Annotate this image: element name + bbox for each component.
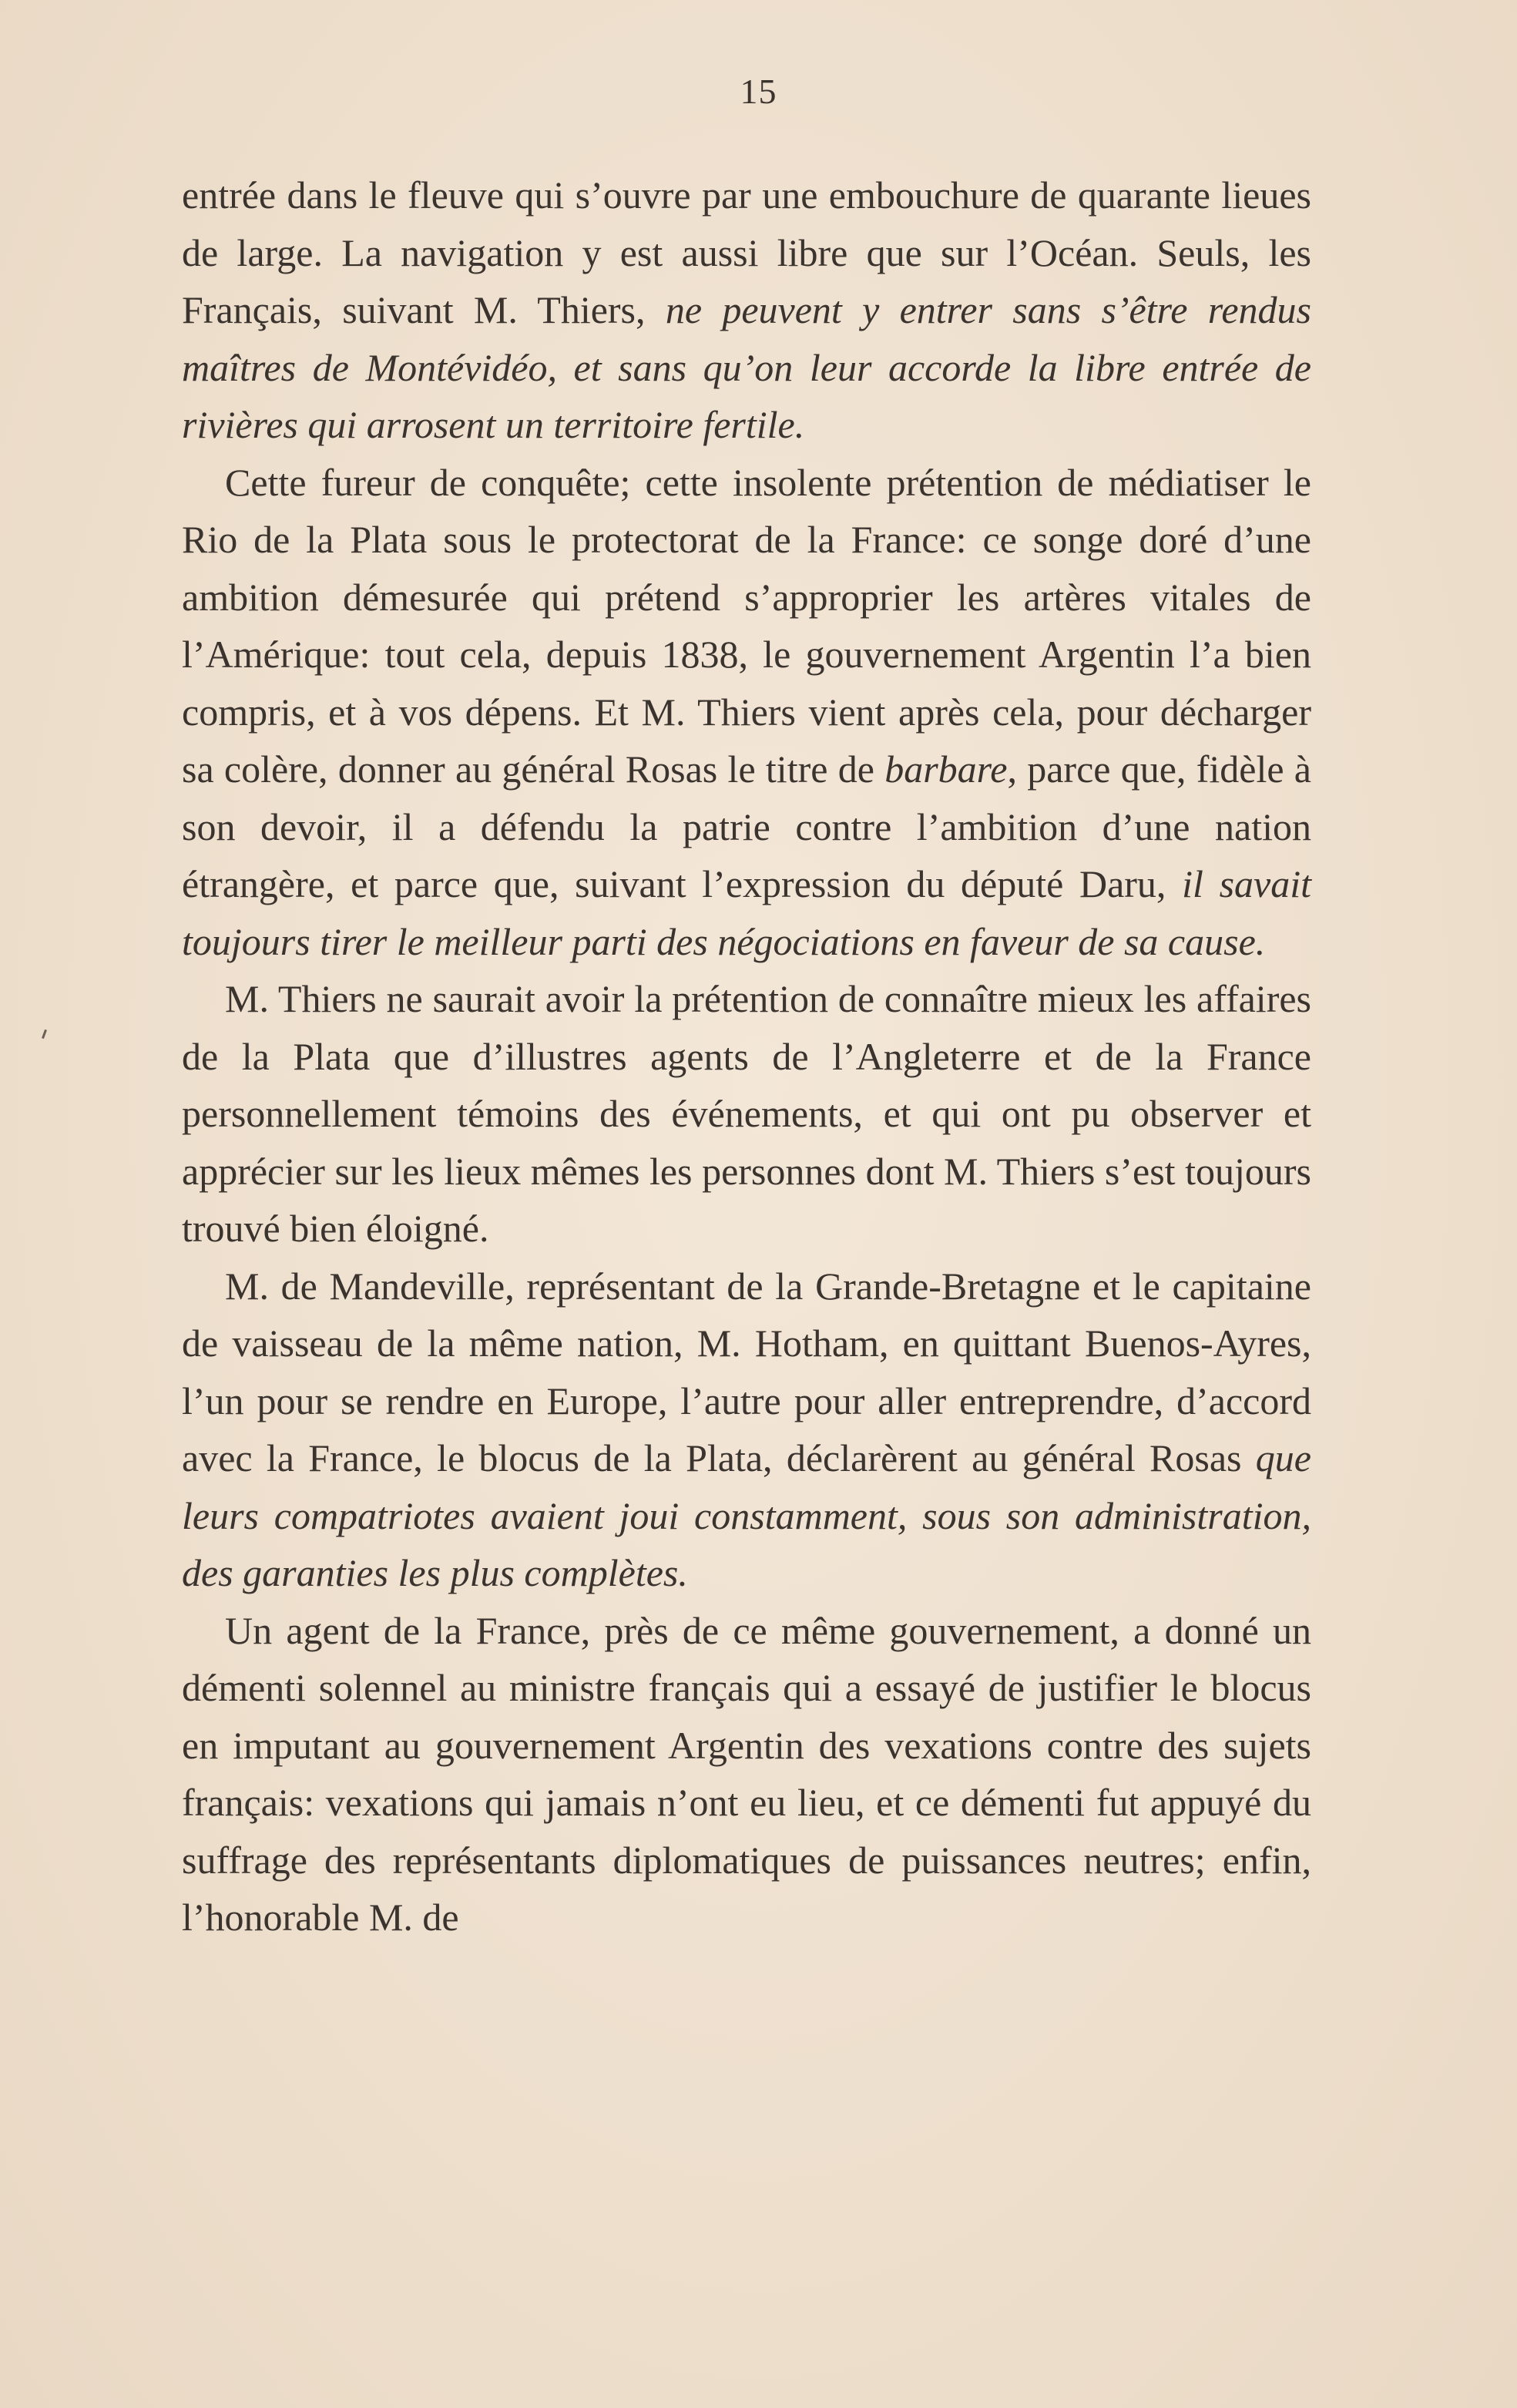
p4-italic-quote: que leurs compatriotes avaient joui constamment, sous son administration, des garanties les plus complètes. [182, 1436, 1311, 1594]
p2-text-2: , parce que, fidèle à son devoir, il a défendu la patrie contre l’ambition d’une nation étrangère, et parce que, suivant l’expression du député Daru, [182, 747, 1311, 905]
p2-italic-quote: il savait toujours tirer le meilleur parti des négociations en faveur de sa cause. [182, 862, 1312, 963]
paragraph-3 [182, 970, 1311, 1258]
p2-text-1: Cette fureur de conquête; cette insolente prétention de médiatiser le Rio de la Plata sous le protectorat de la France: ce songe doré d’une ambition démesurée qui prétend s’approprier les artères vitales de l’Amérique: tout cela, depuis 1838, le gouvernement Argentin l’a bien compris, et à vos dépens. Et M. Thiers vient après cela, pour décharger sa colère, donner au général Rosas le titre de [182, 460, 1311, 791]
p5-text: Un agent de la France, près de ce même gouvernement, a donné un démenti solennel au ministre français qui a essayé de justifier le blocus en imputant au gouvernement Argentin des vexations contre des sujets français: vexations qui jamais n’ont eu lieu, et ce démenti fut appuyé du suffrage des représentants diplomatiques de puissances neutres; enfin, l’honorable M. de [182, 1608, 1311, 1939]
p4-text: M. de Mandeville, représentant de la Grande-Bretagne et le capitaine de vaisseau de la même nation, M. Hotham, en quittant Buenos-Ayres, l’un pour se rendre en Europe, l’autre pour aller entreprendre, d’accord avec la France, le blocus de la Plata, déclarèrent au général Rosas [182, 1264, 1311, 1479]
paragraph-5 [182, 1602, 1311, 1946]
p1-text: entrée dans le fleuve qui s’ouvre par une embouchure de quarante lieues de large. La navigation y est aussi libre que sur l’Océan. Seuls, les Français, suivant M. Thiers, [182, 173, 1311, 331]
p1-italic-quote: ne peuvent y entrer sans s’être rendus maîtres de Montévidéo, et sans qu’on leur accorde la libre entrée de rivières qui arrosent un territoire fertile. [182, 288, 1311, 446]
paragraph-1 [182, 166, 1311, 454]
paragraph-2 [182, 454, 1311, 971]
page-number: 15 [740, 72, 777, 111]
p2-italic-barbare: barbare [884, 747, 1008, 791]
margin-mark [42, 1029, 47, 1039]
body-text [182, 166, 1311, 1946]
p3-text: M. Thiers ne saurait avoir la prétention de connaître mieux les affaires de la Plata que d’illustres agents de l’Angleterre et de la France personnellement témoins des événements, et qui ont pu observer et apprécier sur les lieux mêmes les personnes dont M. Thiers s’est toujours trouvé bien éloigné. [182, 977, 1311, 1250]
paragraph-4 [182, 1258, 1311, 1602]
